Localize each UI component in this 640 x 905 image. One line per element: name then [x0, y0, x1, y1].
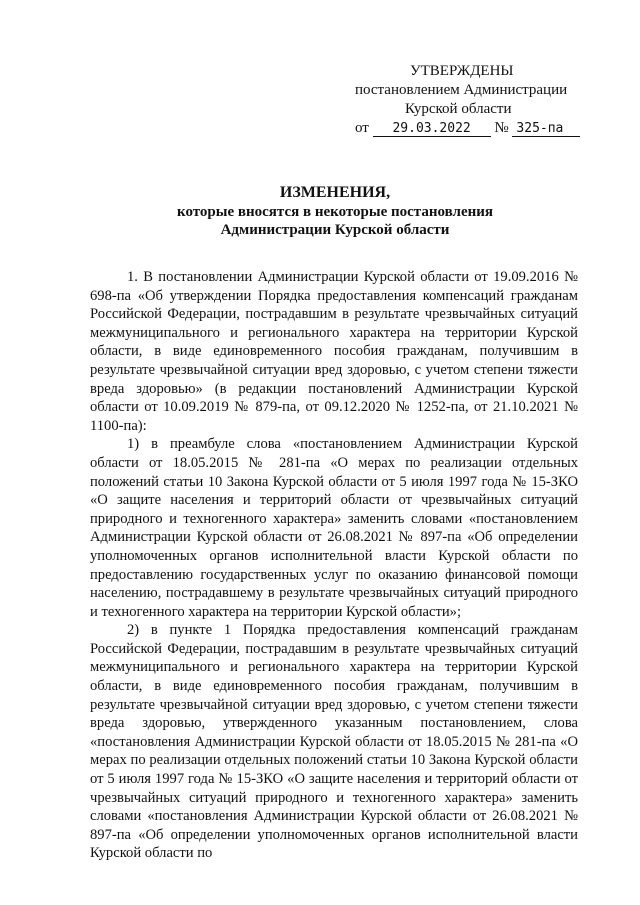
- paragraph-1: 1. В постановлении Администрации Курской области от 19.09.2016 № 698-па «Об утверждении Порядка предоставления компенсаций гражданам Российской Федерации, пострадавшим в результате чрезвычайных ситуаций межмуниципального и регионального характера на территории Курской области, в виде единовременного пособия гражданам, получившим в результате чрезвычайной ситуации вред здоровью, с учетом степени тяжести вреда здоровью» (в редакции постановлений Администрации Курской области от 10.09.2019 № 879-па, от 09.12.2020 № 1252-па, от 21.10.2021 № 1100-па):: [90, 269, 578, 434]
- approval-from-label: от: [355, 120, 369, 136]
- document-title: [90, 184, 580, 239]
- approval-date-number: [355, 119, 585, 138]
- approval-region: Курской области: [405, 101, 512, 117]
- title-subtitle-line1: которые вносятся в некоторые постановления: [177, 204, 493, 220]
- approval-stamp: [355, 62, 585, 138]
- title-heading: ИЗМЕНЕНИЯ,: [279, 184, 391, 201]
- paragraph-1-subitem-2: 2) в пункте 1 Порядка предоставления компенсаций гражданам Российской Федерации, пострадавшим в результате чрезвычайных ситуаций межмуниципального и регионального характера на территории Курской области, в виде единовременного пособия гражданам, получившим в результате чрезвычайной ситуации вред здоровью, с учетом степени тяжести вреда здоровью, утвержденного указанным постановлением, слова «постановления Администрации Курской области от 18.05.2015 № 281-па «О мерах по реализации отдельных положений статьи 10 Закона Курской области от 5 июля 1997 года № 15-ЗКО «О защите населения и территорий области от чрезвычайных ситуаций природного и техногенного характера» заменить словами «постановления Администрации Курской области от 26.08.2021 № 897-па «Об определении уполномоченных органов исполнительной власти Курской области по: [90, 622, 578, 862]
- approval-issuer: постановлением Администрации: [355, 82, 568, 98]
- approval-number: 325-па: [512, 121, 580, 137]
- document-body: [90, 268, 578, 863]
- paragraph-1-subitem-1: 1) в преамбуле слова «постановлением Администрации Курской области от 18.05.2015 № 281-па «О мерах по реализации отдельных положений статьи 10 Закона Курской области от 5 июля 1997 года № 15-ЗКО «О защите населения и территорий области от чрезвычайных ситуаций природного и техногенного характера» заменить словами «постановлением Администрации Курской области от 26.08.2021 № 897-па «Об определении уполномоченных органов исполнительной власти Курской области по предоставлению государственных услуг по оказанию финансовой помощи населению, пострадавшему в результате чрезвычайных ситуаций природного и техногенного характера на территории Курской области»;: [90, 436, 578, 620]
- approval-heading: УТВЕРЖДЕНЫ: [410, 63, 514, 79]
- approval-date: 29.03.2022: [373, 121, 491, 137]
- approval-number-label: №: [494, 120, 509, 136]
- title-subtitle-line2: Администрации Курской области: [220, 222, 450, 238]
